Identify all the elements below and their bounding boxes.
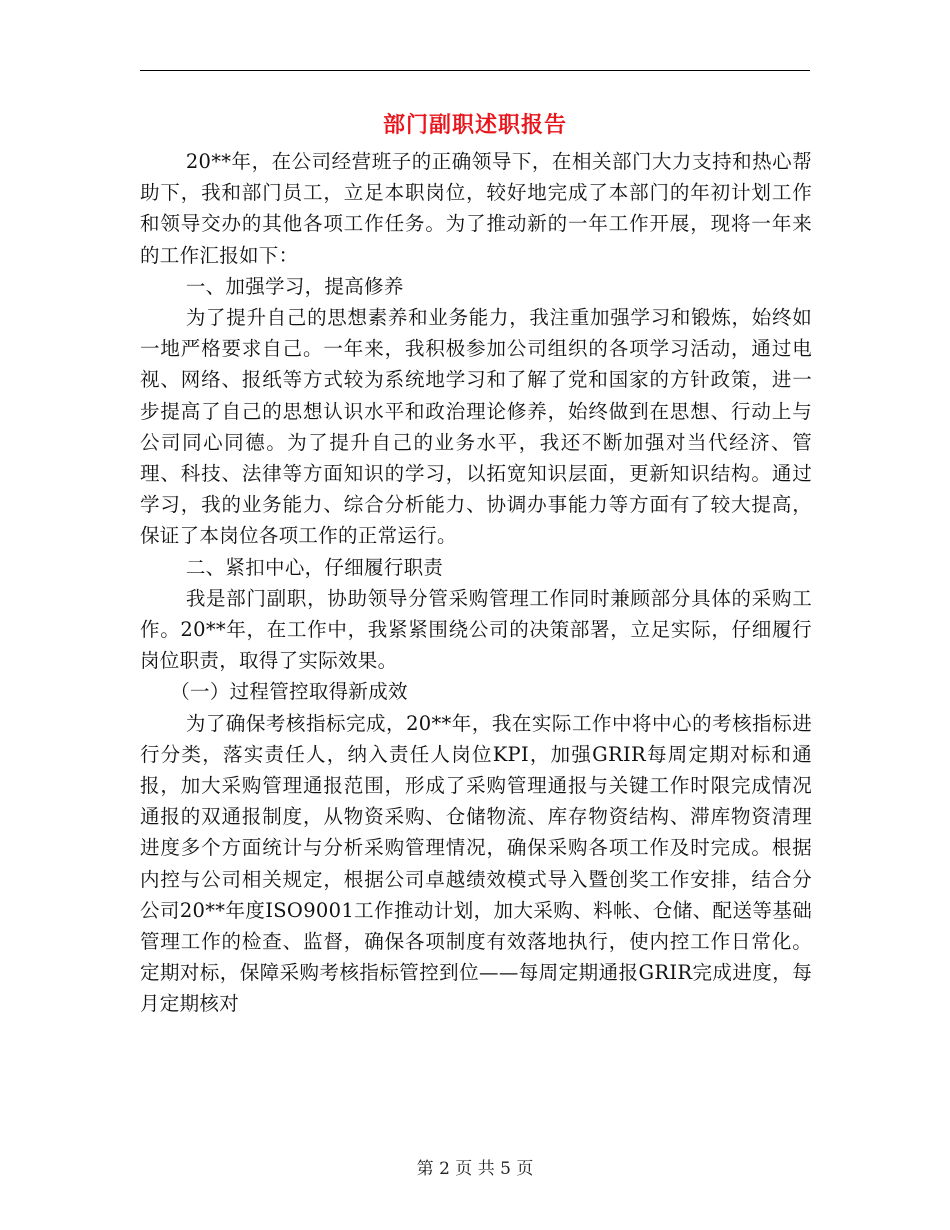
section-1-paragraph: 为了提升自己的思想素养和业务能力，我注重加强学习和锻炼，始终如一地严格要求自己。一年来，我积极参加公司组织的各项学习活动，通过电视、网络、报纸等方式较为系统地学习和了解了党和国家的方针政策，进一步提高了自己的思想认识水平和政治理论修养，始终做到在思想、行动上与公司同心同德。为了提升自己的业务水平，我还不断加强对当代经济、管理、科技、法律等方面知识的学习，以拓宽知识层面，更新知识结构。通过学习，我的业务能力、综合分析能力、协调办事能力等方面有了较大提高，保证了本岗位各项工作的正常运行。 xyxy=(140,306,812,548)
intro-paragraph: 20**年，在公司经营班子的正确领导下，在相关部门大力支持和热心帮助下，我和部门员工，立足本职岗位，较好地完成了本部门的年初计划工作和领导交办的其他各项工作任务。为了推动新的一年工作开展，现将一年来的工作汇报如下： xyxy=(140,150,812,267)
document-title: 部门副职述职报告 xyxy=(382,112,567,138)
page-number-footer: 第 2 页 共 5 页 xyxy=(416,1159,534,1179)
section-heading-2: 二、紧扣中心，仔细履行职责 xyxy=(185,555,444,579)
subsection-heading-1: （一）过程管控取得新成效 xyxy=(170,680,408,704)
section-heading-1: 一、加强学习，提高修养 xyxy=(185,274,404,298)
document-body xyxy=(140,146,812,1020)
header-rule xyxy=(140,70,810,71)
subsection-1-paragraph: 为了确保考核指标完成，20**年，我在实际工作中将中心的考核指标进行分类，落实责任人，纳入责任人岗位KPI，加强GRIR每周定期对标和通报，加大采购管理通报范围，形成了采购管理通报与关键工作时限完成情况通报的双通报制度，从物资采购、仓储物流、库存物资结构、滞库物资清理进度多个方面统计与分析采购管理情况，确保采购各项工作及时完成。根据内控与公司相关规定，根据公司卓越绩效模式导入暨创奖工作安排，结合分公司20**年度ISO9001工作推动计划，加大采购、料帐、仓储、配送等基础管理工作的检查、监督，确保各项制度有效落地执行，使内控工作日常化。定期对标，保障采购考核指标管控到位——每周定期通报GRIR完成进度，每月定期核对 xyxy=(140,711,812,1016)
section-2-paragraph: 我是部门副职，协助领导分管采购管理工作同时兼顾部分具体的采购工作。20**年，在工作中，我紧紧围绕公司的决策部署，立足实际，仔细履行岗位职责，取得了实际效果。 xyxy=(140,586,812,673)
